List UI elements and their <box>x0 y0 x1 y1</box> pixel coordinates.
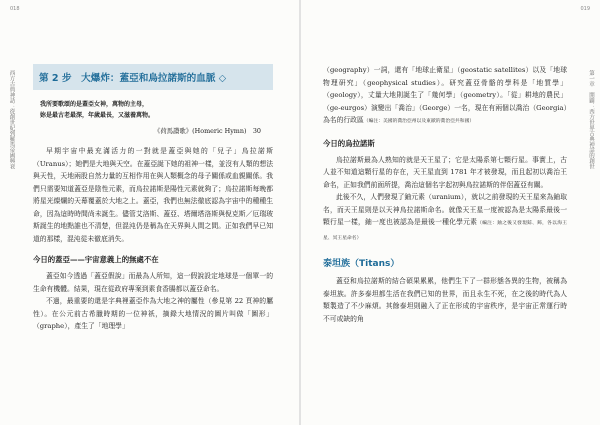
paragraph-text: 此後不久，人們發現了鈾元素（uranium），就以之前發現的天王星來為鈾取名，而天王星則是以天神烏拉諾斯命名。就像天王星一度被認為是太陽系最後一顆行星一樣，鈾一度也被認為是最後一種化學元素 <box>323 193 567 226</box>
paragraph: 早期宇宙中最充滿活力的一對就是蓋亞與她的「兒子」烏拉諾斯（Uranus）；她們是大地與天空。在蓋亞誕下她的祖神一樣，並沒有人類的想法與天性，天地兩股自然力量的互相作用在與人類概念的母子關係或血親關係。我們只需要知道蓋亞是陰性元素，而烏拉諾斯是陽性元素就夠了；烏拉諾斯每晚都將星光燦爛的天幕覆蓋於大地之上。蓋亞，我們也無法徹底認為宇宙中的種種生命，因為這時時間尚未誕生。儘管艾洛斯、蓋亞、塔爾塔洛斯與倪克斯／厄瑞玻斯誕生的地點誰也不清楚，但混沌仍是稱為在天界與人間之間。正如我們早已知道的那樣，混沌從未徹底消失。 <box>33 147 273 243</box>
right-page <box>301 0 600 425</box>
paragraph <box>323 64 567 129</box>
epigraph-source: 《荷馬讚歌》(Homeric Hymn) 30 <box>153 127 261 135</box>
epigraph <box>40 99 273 121</box>
page-number: 018 <box>10 6 20 12</box>
side-label: 第一章 開闢：西方世界古典神話的創世 <box>588 70 594 169</box>
page-number: 019 <box>580 6 590 12</box>
editor-note: （編注：鈾之後又發現錼、鈽，各以海王星、冥王星命名） <box>323 221 567 241</box>
right-content <box>323 64 567 325</box>
editor-note: （編注：美國的喬治亞州以及東歐的喬治亞共和國） <box>363 119 475 124</box>
section-heading: 泰坦族（Titans） <box>323 259 400 269</box>
subheading: 今日的蓋亞——宇宙意義上的無處不在 <box>33 255 159 264</box>
chapter-title: 第 2 步 大爆炸：蓋亞和烏拉諾斯的血脈 ◇ <box>33 64 273 90</box>
paragraph: 不過，最重要的還是字典裡蓋亞作為大地之神的屬性（參見第 22 頁神的屬性）。在公元前古希臘時期的一位神祇，摘錄大地情況的圖片叫做「圖形」（graphe），產生了「地理學」 <box>33 297 273 330</box>
epigraph-line: 妳是最古老最深，年歲最長，又滋養萬物。 <box>40 112 155 119</box>
side-label: 西方古典神話：從創世紀到羅馬帝國興衰 <box>8 70 15 169</box>
paragraph: 烏拉諾斯最為人熟知的就是天王星了；它是太陽系第七顆行星。事實上，古人並不知道這顆行星的存在，天王星直到 1781 年才被發現，而且起初以喬治王命名，正如我們前面所提，喬治這個名字起初與烏拉諾斯的伴侶蓋亞有關。 <box>323 155 567 189</box>
left-content <box>33 64 273 333</box>
subheading: 今日的烏拉諾斯 <box>323 138 375 148</box>
paragraph <box>323 191 567 245</box>
paragraph: 蓋亞和烏拉諾斯的結合碩果累累，他們生下了一群形態各異的生物，被稱為泰坦族。許多泰坦都生活在我們已知的世界，而且永生不死，在之後的時代為人類製造了不少麻煩。其餘泰坦則融入了正在形成的宇宙秩序，是宇宙正常運行時不可或缺的角 <box>323 277 567 323</box>
paragraph: 蓋亞如今透過「蓋亞假說」而最為人所知，這一假說設定地球是一個單一的生命有機體。結果，現在從政府專案到素食香腸都以蓋亞命名。 <box>33 272 273 293</box>
paragraph-text: （geography）一詞，還有「地球止衛星」（geostatic satellites）以及「地球物理研究」（geophysical studies）。研究蓋亞骨骼的學科是「地質學」（geology），丈量大地則誕生了「幾何學」（geometry）。「從」耕地的農民」（ge-eurgos）演變出「喬治」（George）一名，現在有兩個以喬治（Georgia）為名的行政區 <box>323 66 567 124</box>
epigraph-line: 我所要歌頌的是蓋亞女神，萬物的主母， <box>40 101 149 108</box>
left-page <box>0 0 299 425</box>
